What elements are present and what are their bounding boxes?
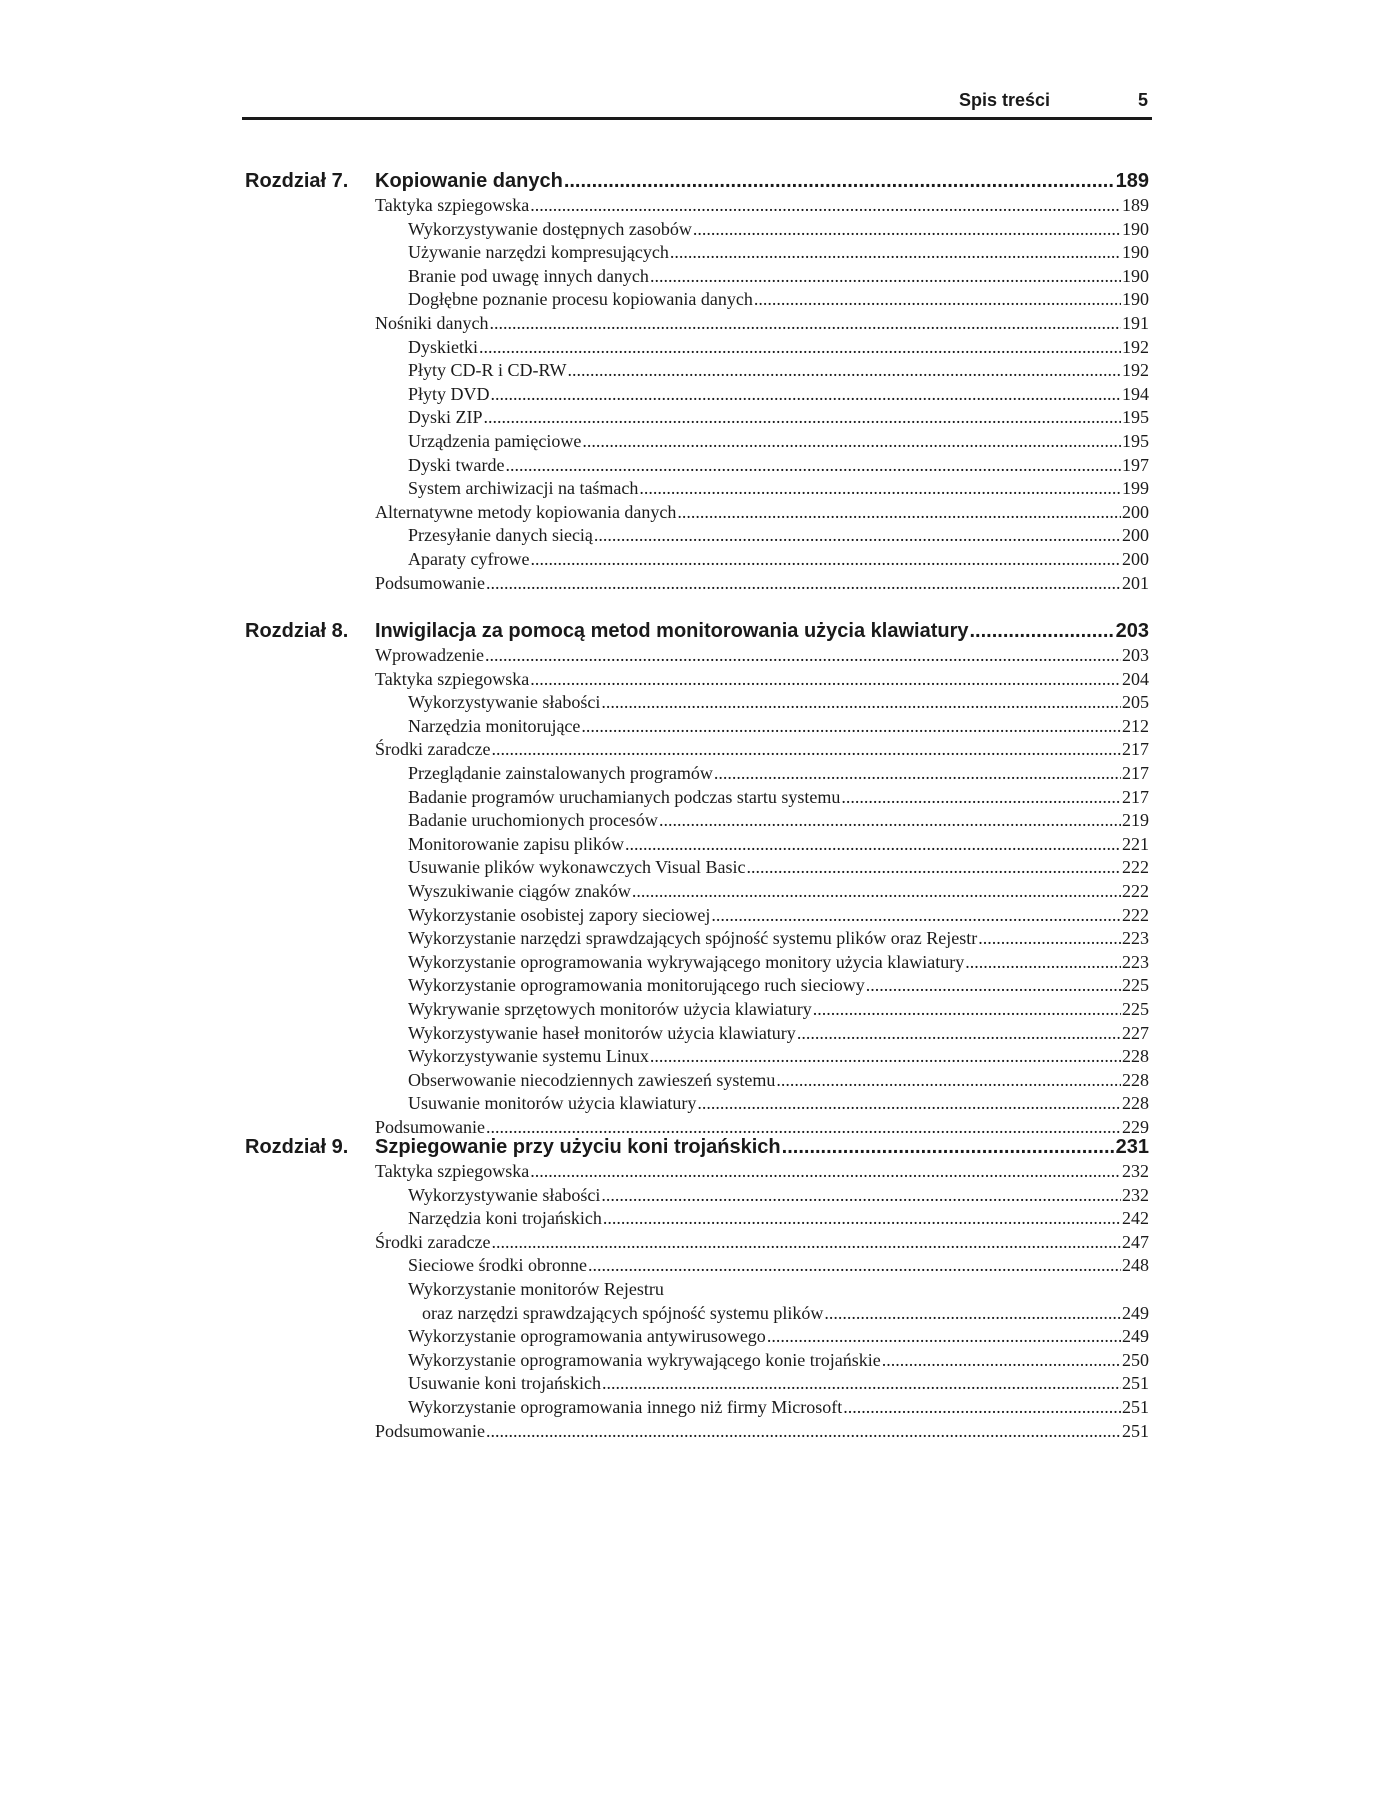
entry-page-number: 190 (1122, 265, 1149, 286)
entry-page-number: 190 (1122, 218, 1149, 239)
entry-title: Dyski ZIP (408, 407, 483, 428)
entry-title: Aparaty cyfrowe (408, 549, 530, 569)
entry-title: Alternatywne metody kopiowania danych (375, 501, 677, 522)
entry-title: Przesyłanie danych siecią (408, 525, 593, 546)
entry-page-number: 200 (1122, 501, 1149, 522)
toc-entry[interactable] (408, 715, 1149, 739)
dot-leader (485, 644, 1121, 668)
entry-title: Wykorzystywanie słabości (408, 1184, 601, 1205)
dot-leader (588, 1254, 1121, 1278)
entry-page-number: 197 (1122, 454, 1149, 475)
chapter-title-line[interactable] (375, 168, 1149, 194)
entry-title: Wykorzystanie oprogramowania wykrywającego monitory użycia klawiatury (408, 951, 965, 972)
toc-entry[interactable] (408, 1022, 1149, 1046)
dot-leader (486, 572, 1121, 596)
entry-page-number: 249 (1122, 1302, 1149, 1323)
entry-page-number: 222 (1122, 904, 1149, 925)
toc-entry[interactable] (408, 691, 1149, 715)
dot-leader (711, 904, 1121, 928)
entry-title: Narzędzia koni trojańskich (408, 1208, 602, 1229)
dot-leader (479, 336, 1121, 360)
entry-page-number: 225 (1122, 999, 1149, 1019)
entry-page-number: 250 (1122, 1349, 1149, 1370)
dot-leader (505, 454, 1121, 478)
entry-title: Wprowadzenie (375, 645, 484, 665)
entry-page-number: 251 (1122, 1373, 1149, 1394)
entry-page-number: 217 (1122, 763, 1149, 783)
dot-leader (969, 618, 1114, 644)
dot-leader (568, 359, 1121, 383)
toc-entry[interactable] (408, 951, 1149, 975)
dot-leader (491, 738, 1121, 762)
entry-page-number: 201 (1122, 572, 1149, 593)
entry-page-number: 219 (1122, 810, 1149, 831)
entry-page-number: 192 (1122, 336, 1149, 357)
toc-entry[interactable] (408, 904, 1149, 928)
dot-leader (602, 1372, 1121, 1396)
dot-leader (603, 1207, 1121, 1231)
dot-leader (782, 1134, 1115, 1160)
entry-title: Usuwanie monitorów użycia klawiatury (408, 1093, 697, 1114)
chapter-title: Kopiowanie danych (375, 170, 563, 192)
entry-page-number: 221 (1122, 833, 1149, 854)
dot-leader (491, 1231, 1121, 1255)
entry-title: Dyski twarde (408, 454, 505, 475)
entry-page-number: 251 (1122, 1420, 1149, 1441)
dot-leader (530, 548, 1121, 572)
entry-title: Podsumowanie (375, 572, 485, 593)
entry-title: Przeglądanie zainstalowanych programów (408, 763, 713, 783)
toc-entry[interactable] (375, 1420, 1149, 1444)
entry-page-number: 203 (1122, 645, 1149, 665)
entry-title: Płyty DVD (408, 383, 490, 404)
chapter-page-number: 189 (1115, 170, 1149, 192)
toc-entry[interactable] (408, 1349, 1149, 1373)
toc-entry[interactable] (408, 998, 1149, 1022)
entry-title: Badanie uruchomionych procesów (408, 810, 658, 831)
toc-entry[interactable] (408, 241, 1149, 265)
entry-title: Wykrywanie sprzętowych monitorów użycia klawiatury (408, 999, 812, 1019)
entry-page-number: 251 (1122, 1397, 1149, 1417)
entry-title: Wykorzystywanie dostępnych zasobów (408, 218, 692, 239)
entry-title: Wykorzystanie oprogramowania innego niż firmy Microsoft (408, 1397, 843, 1417)
entry-page-number: 223 (1122, 951, 1149, 972)
dot-leader (601, 691, 1121, 715)
entry-title: Podsumowanie (375, 1420, 485, 1441)
entry-page-number: 204 (1122, 668, 1149, 689)
entry-page-number: 228 (1122, 1046, 1149, 1067)
toc-entry[interactable] (375, 644, 1149, 668)
toc-entry[interactable] (408, 265, 1149, 289)
entry-page-number: 222 (1122, 857, 1149, 878)
entry-page-number: 205 (1122, 692, 1149, 713)
dot-leader (767, 1325, 1121, 1349)
header-page-number: 5 (1137, 90, 1148, 110)
entry-title: Narzędzia monitorujące (408, 715, 581, 736)
dot-leader (530, 194, 1121, 218)
dot-leader (824, 1302, 1121, 1326)
toc-entry[interactable] (408, 927, 1149, 951)
dot-leader (677, 501, 1121, 525)
toc-entry[interactable] (408, 477, 1149, 501)
toc-entry[interactable] (375, 312, 1149, 336)
dot-leader (486, 1420, 1121, 1444)
entry-page-number: 195 (1122, 407, 1149, 428)
entry-title: Wykorzystywanie systemu Linux (408, 1046, 649, 1067)
toc-entry[interactable] (375, 501, 1149, 525)
toc-entry[interactable] (408, 1207, 1149, 1231)
entry-title: Środki zaradcze (375, 1231, 491, 1252)
dot-leader (489, 312, 1121, 336)
toc-entry[interactable] (408, 1372, 1149, 1396)
dot-leader (978, 927, 1121, 951)
dot-leader (965, 951, 1121, 975)
dot-leader (639, 477, 1121, 501)
toc-entry[interactable] (408, 406, 1149, 430)
entry-page-number: 200 (1122, 549, 1149, 569)
entry-title: Branie pod uwagę innych danych (408, 265, 649, 286)
toc-entry[interactable] (408, 833, 1149, 857)
entry-title: Wyszukiwanie ciągów znaków (408, 881, 631, 901)
header-title: Spis treści (958, 90, 1050, 110)
entry-page-number: 217 (1122, 786, 1149, 807)
chapter-title-line[interactable] (375, 618, 1149, 644)
toc-entry[interactable] (408, 359, 1149, 383)
chapter-page-number: 203 (1115, 620, 1149, 642)
dot-leader (747, 856, 1121, 880)
toc-entry[interactable] (375, 1160, 1149, 1184)
entry-title: Wykorzystanie osobistej zapory sieciowej (408, 904, 711, 925)
toc-entry[interactable] (408, 880, 1149, 904)
toc-entry[interactable] (408, 218, 1149, 242)
toc-entry[interactable] (375, 738, 1149, 762)
toc-entry[interactable] (408, 762, 1149, 786)
toc-entry[interactable] (375, 1231, 1149, 1255)
toc-entry[interactable] (422, 1302, 1149, 1326)
dot-leader (776, 1069, 1121, 1093)
entry-page-number: 217 (1122, 739, 1149, 760)
toc-entry[interactable] (408, 1184, 1149, 1208)
entry-page-number: 223 (1122, 928, 1149, 949)
dot-leader (841, 786, 1121, 810)
toc-entry[interactable] (408, 1069, 1149, 1093)
toc-entry[interactable] (408, 454, 1149, 478)
dot-leader (693, 218, 1121, 242)
toc-entry[interactable] (408, 1092, 1149, 1116)
toc-entry[interactable] (375, 668, 1149, 692)
toc-entry[interactable] (408, 548, 1149, 572)
toc-entry[interactable] (375, 572, 1149, 596)
toc-entry[interactable] (408, 288, 1149, 312)
header-rule (242, 117, 1152, 120)
entry-title: Taktyka szpiegowska (375, 195, 530, 215)
dot-leader (484, 406, 1121, 430)
entry-page-number: 225 (1122, 975, 1149, 996)
dot-leader (650, 1045, 1121, 1069)
entry-page-number: 190 (1122, 242, 1149, 263)
entry-title: Środki zaradcze (375, 739, 491, 760)
toc-entry[interactable] (408, 809, 1149, 833)
entry-page-number: 242 (1122, 1208, 1149, 1229)
toc-entry[interactable] (408, 856, 1149, 880)
entry-page-number: 229 (1122, 1117, 1149, 1137)
entry-title: Dyskietki (408, 336, 478, 357)
entry-page-number: 189 (1122, 195, 1149, 215)
entry-title: Wykorzystywanie haseł monitorów użycia klawiatury (408, 1022, 796, 1043)
chapter-title-line[interactable] (375, 1134, 1149, 1160)
entry-page-number: 195 (1122, 431, 1149, 451)
entry-title: oraz narzędzi sprawdzających spójność systemu plików (422, 1302, 824, 1323)
entry-page-number: 227 (1122, 1022, 1149, 1043)
entry-page-number: 199 (1122, 478, 1149, 499)
toc-entry[interactable] (408, 1396, 1149, 1420)
chapter-label: Rozdział 8. (245, 620, 349, 642)
dot-leader (843, 1396, 1121, 1420)
entry-title: Wykorzystanie monitorów Rejestru (408, 1279, 664, 1299)
dot-leader (530, 1160, 1121, 1184)
toc-entry[interactable] (408, 1045, 1149, 1069)
entry-page-number: 232 (1122, 1184, 1149, 1205)
entry-title: System archiwizacji na taśmach (408, 478, 639, 499)
dot-leader (659, 809, 1121, 833)
dot-leader (582, 430, 1121, 454)
dot-leader (632, 880, 1121, 904)
dot-leader (594, 524, 1121, 548)
entry-title: Wykorzystanie narzędzi sprawdzających spójność systemu plików oraz Rejestr (408, 928, 978, 949)
entry-title: Usuwanie koni trojańskich (408, 1373, 601, 1394)
entry-page-number: 222 (1122, 881, 1149, 901)
entry-title: Taktyka szpiegowska (375, 668, 530, 689)
dot-leader (866, 974, 1121, 998)
entry-page-number: 212 (1122, 715, 1149, 736)
entry-title: Obserwowanie niecodziennych zawieszeń systemu (408, 1069, 776, 1090)
entry-page-number: 190 (1122, 289, 1149, 310)
dot-leader (625, 833, 1121, 857)
entry-title: Używanie narzędzi kompresujących (408, 242, 669, 263)
toc-entry[interactable] (408, 1254, 1149, 1278)
dot-leader (714, 762, 1121, 786)
entry-title: Wykorzystanie oprogramowania monitorującego ruch sieciowy (408, 975, 865, 996)
dot-leader (491, 383, 1121, 407)
dot-leader (601, 1184, 1121, 1208)
entry-page-number: 228 (1122, 1069, 1149, 1090)
toc-entry[interactable] (408, 786, 1149, 810)
dot-leader (670, 241, 1121, 265)
entry-page-number: 228 (1122, 1093, 1149, 1114)
dot-leader (797, 1022, 1121, 1046)
toc-entry[interactable] (408, 336, 1149, 360)
entry-title: Płyty CD-R i CD-RW (408, 360, 567, 381)
entry-title: Podsumowanie (375, 1117, 485, 1137)
entry-title: Wykorzystanie oprogramowania antywirusowego (408, 1326, 766, 1347)
chapter-title: Szpiegowanie przy użyciu koni trojańskich (375, 1136, 781, 1158)
entry-page-number: 191 (1122, 313, 1149, 333)
chapter-label: Rozdział 7. (245, 170, 349, 192)
entry-title: Taktyka szpiegowska (375, 1161, 530, 1181)
entry-page-number: 247 (1122, 1231, 1149, 1252)
chapter-title: Inwigilacja za pomocą metod monitorowania użycia klawiatury (375, 620, 969, 642)
toc-entry[interactable] (408, 383, 1149, 407)
dot-leader (697, 1092, 1121, 1116)
entry-page-number: 248 (1122, 1255, 1149, 1276)
chapter-label: Rozdział 9. (245, 1136, 349, 1158)
dot-leader (813, 998, 1121, 1022)
entry-title: Wykorzystanie oprogramowania wykrywającego konie trojańskie (408, 1349, 881, 1370)
dot-leader (882, 1349, 1121, 1373)
entry-page-number: 232 (1122, 1161, 1149, 1181)
toc-entry[interactable] (408, 1278, 1149, 1302)
entry-page-number: 194 (1122, 383, 1149, 404)
entry-page-number: 192 (1122, 360, 1149, 381)
chapter-page-number: 231 (1115, 1136, 1149, 1158)
entry-page-number: 249 (1122, 1326, 1149, 1347)
toc-entry[interactable] (408, 430, 1149, 454)
entry-title: Nośniki danych (375, 313, 489, 333)
dot-leader (581, 715, 1121, 739)
entry-title: Dogłębne poznanie procesu kopiowania danych (408, 289, 753, 310)
entry-title: Usuwanie plików wykonawczych Visual Basic (408, 857, 746, 878)
entry-title: Sieciowe środki obronne (408, 1255, 587, 1276)
dot-leader (564, 168, 1115, 194)
running-header (242, 90, 1150, 118)
toc-entry[interactable] (408, 524, 1149, 548)
entry-title: Urządzenia pamięciowe (408, 431, 582, 451)
dot-leader (530, 668, 1121, 692)
dot-leader (754, 288, 1121, 312)
toc-entry[interactable] (375, 194, 1149, 218)
entry-title: Monitorowanie zapisu plików (408, 833, 624, 854)
toc-entry[interactable] (408, 1325, 1149, 1349)
entry-title: Wykorzystywanie słabości (408, 692, 601, 713)
toc-entry[interactable] (408, 974, 1149, 998)
dot-leader (650, 265, 1121, 289)
entry-page-number: 200 (1122, 525, 1149, 546)
entry-title: Badanie programów uruchamianych podczas startu systemu (408, 786, 841, 807)
